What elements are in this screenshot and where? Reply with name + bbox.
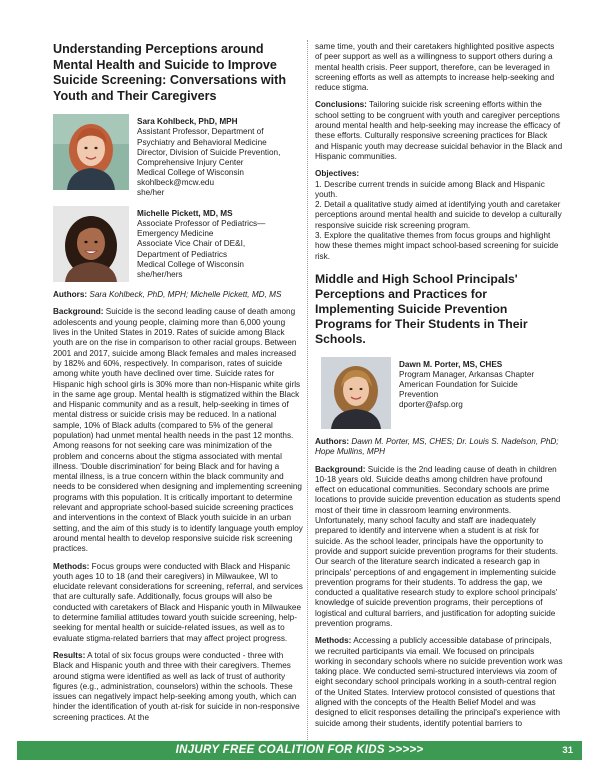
left-column	[53, 42, 303, 723]
objective-item: 1. Describe current trends in suicide among Black and Hispanic youth.	[315, 179, 545, 199]
objectives-label: Objectives:	[315, 169, 360, 179]
background-label: Background:	[315, 464, 366, 474]
footer-bar	[17, 741, 582, 760]
author-detail: Psychiatry and Behavioral Medicine	[137, 137, 267, 147]
author-name: Michelle Pickett, MD, MS	[137, 209, 233, 219]
conclusions-text: Tailoring suicide risk screening efforts within the school setting to be congruent with youth and caregiver perceptions around mental health and help-seeking may increase the efficacy of these efforts. Culturally responsive screening practices for Black and Hispanic youth may decrease suicidal behavior in the Black and Hispanic communities.	[315, 100, 563, 161]
author-name: Dawn M. Porter, MS, CHES	[399, 359, 503, 369]
results-continued: same time, youth and their caretakers highlighted positive aspects of peer support as well as a willingness to support others during a mental health crisis. Peer support, therefore, can be leveraged in screening efforts as well as attempts to increase help-seeking and reduce stigma.	[315, 42, 555, 93]
footer-title: INJURY FREE COALITION FOR KIDS >>>>>	[175, 744, 424, 756]
authors-text: Dawn M. Porter, MS, CHES; Dr. Louis S. Nadelson, PhD; Hope Mullins, MPH	[315, 436, 559, 457]
conclusions-paragraph	[315, 100, 563, 162]
author-detail: Medical College of Wisconsin	[137, 259, 244, 269]
right-column	[315, 42, 563, 729]
author-detail: American Foundation for Suicide	[399, 380, 518, 390]
author-pronouns: she/her/hers	[137, 269, 183, 279]
methods-paragraph	[315, 636, 563, 729]
page-number: 31	[562, 745, 573, 756]
methods-text: Accessing a publicly accessible database of principals, we recruited participants via email. We focused on principals working in secondary schools where no suicide prevention work was taking place. We conducted semi-structured interviews via zoom of eight secondary school principals working in a south-central region of the United States. Interview protocol consisted of questions that aligned with the concepts of the Health Belief Model and was designed to elicit responses detailing the principal's experience with suicide among their students, identify potential barriers to	[315, 636, 563, 728]
column-divider	[307, 40, 309, 740]
background-paragraph	[53, 307, 303, 554]
author-detail: Medical College of Wisconsin	[137, 167, 244, 177]
author-detail: Emergency Medicine	[137, 229, 214, 239]
authors-line	[315, 437, 563, 458]
authors-line	[53, 290, 303, 300]
author-detail: Department of Pediatrics	[137, 249, 228, 259]
author-bio-kohlbeck	[137, 114, 280, 198]
background-label: Background:	[53, 307, 104, 317]
authors-label: Authors:	[53, 290, 88, 300]
article-title-1: Understanding Perceptions around Mental Health and Suicide to Improve Suicide Screening: Conversations with Youth and Their Caregivers	[53, 42, 287, 103]
author-photo-kohlbeck	[53, 114, 129, 190]
author-detail: Program Manager, Arkansas Chapter	[399, 370, 535, 380]
background-text: Suicide is the 2nd leading cause of death in children 10-18 years old. Suicide deaths among children have profound effect on educational communities. Secondary schools are prime locations to provide suicide prevention education as students spend most of their time in classroom learning environments. Unfortunately, many school faculty and staff are inadequately prepared to identify and intervene when a student is at risk for suicide. As the school leader, principals have the opportunity to provide and support suicide prevention programs for their students. Our search of the literature search indicated a research gap in principals' perceptions of and engagement in implementing suicide prevention programs for their students. To address the gap, we conducted a qualitative research study to explore school principals' knowledge of suicide prevention programs, their perceptions of logistical and cultural barriers, and justification for adopting suicide prevention programs.	[315, 464, 561, 628]
methods-label: Methods:	[53, 561, 90, 571]
conclusions-label: Conclusions:	[315, 100, 367, 110]
author-block-porter	[321, 357, 563, 429]
results-paragraph	[53, 651, 303, 723]
author-block-kohlbeck	[53, 114, 303, 198]
objective-item: 2. Detail a qualitative study aimed at identifying youth and caretaker perceptions around mental health and suicide to develop a culturally responsive suicide risk screening program.	[315, 200, 562, 230]
article-title-2: Middle and High School Principals' Perceptions and Practices for Implementing Suicide Prevention Programs for Their Students in Their Schools.	[315, 271, 528, 346]
author-email: skohlbeck@mcw.edu	[137, 177, 215, 187]
authors-text: Sara Kohlbeck, PhD, MPH; Michelle Pickett, MD, MS	[89, 290, 282, 300]
author-detail: Prevention	[399, 390, 439, 400]
author-block-pickett	[53, 206, 303, 282]
author-detail: Comprehensive Injury Center	[137, 157, 244, 167]
author-bio-porter	[399, 357, 534, 429]
author-pronouns: she/her	[137, 188, 165, 198]
results-text: A total of six focus groups were conducted - three with Black and Hispanic youth and three with their caregivers. Themes around stigma were identified as well as lack of trust of authority figures (e.g., administration, counselors) within the schools. These issues can negatively impact help-seeking among youth, which can hinder the identification of youth at-risk for suicide in non-responsive screening practices. At the	[53, 650, 300, 722]
methods-paragraph	[53, 562, 303, 644]
methods-label: Methods:	[315, 636, 352, 646]
author-photo-pickett	[53, 206, 129, 282]
background-text: Suicide is the second leading cause of death among adolescents and young people, claiming more than 6,000 young lives in the United States in 2019. Rates of suicide among Black youth are on the rise in comparison to other racial groups. Between 2001 and 2017, suicide among Black females and males increased by 182% and 60%, respectively. In comparison, rates of suicide among white youth have declined over time. Suicide rates for Hispanic high school girls is 30% more than non-Hispanic white girls in the same age group. Mental health is stigmatized within the Black and Hispanic community and as a result, help-seeking in times of mental distress or suicide crisis may be reduced. In a national sample, 10% of Black adults (compared to 5% of the general population) had unmet mental health needs in the past 12 months. Among reasons for not seeking care was minimization of the problem and concerns about the stigma associated with mental illness. 'Double discrimination' for being Black and for having a mental illness, is a true concern within the black community and needs to be considered when designing and implementing screening programs with this population. It is critically important to determine relevant and appropriate school-based suicide screening practices and interventions in the context of Black youth suicide in an urban setting, and the aim of this study is to identify language youth employ around mental health to develop responsive suicide risk screening practices.	[53, 307, 303, 554]
author-detail: Director, Division of Suicide Prevention,	[137, 147, 281, 157]
results-label: Results:	[53, 650, 86, 660]
author-detail: Associate Vice Chair of DE&I,	[137, 239, 246, 249]
author-name: Sara Kohlbeck, PhD, MPH	[137, 117, 238, 127]
authors-label: Authors:	[315, 436, 350, 446]
author-bio-pickett	[137, 206, 265, 282]
methods-text: Focus groups were conducted with Black and Hispanic youth ages 10 to 18 (and their caregivers) in Milwaukee, WI to elucidate relevant considerations for screening, referral, and services that are culturally safe. Additionally, focus groups will also be conducted with caretakers of Black and Hispanic youth in Milwaukee to determine familial attitudes toward youth suicide screening, help-seeking for mental health or suicide-related issues, as well as to evaluate stigma-related barriers that may affect project progress.	[53, 561, 303, 643]
objective-item: 3. Explore the qualitative themes from focus groups and highlight how these themes might impact school-based screening for suicide risk.	[315, 231, 559, 261]
author-photo-porter	[321, 357, 391, 429]
author-email: dporter@afsp.org	[399, 400, 463, 410]
objectives-section	[315, 169, 563, 262]
background-paragraph	[315, 465, 563, 630]
author-detail: Assistant Professor, Department of	[137, 127, 264, 137]
author-detail: Associate Professor of Pediatrics—	[137, 219, 266, 229]
